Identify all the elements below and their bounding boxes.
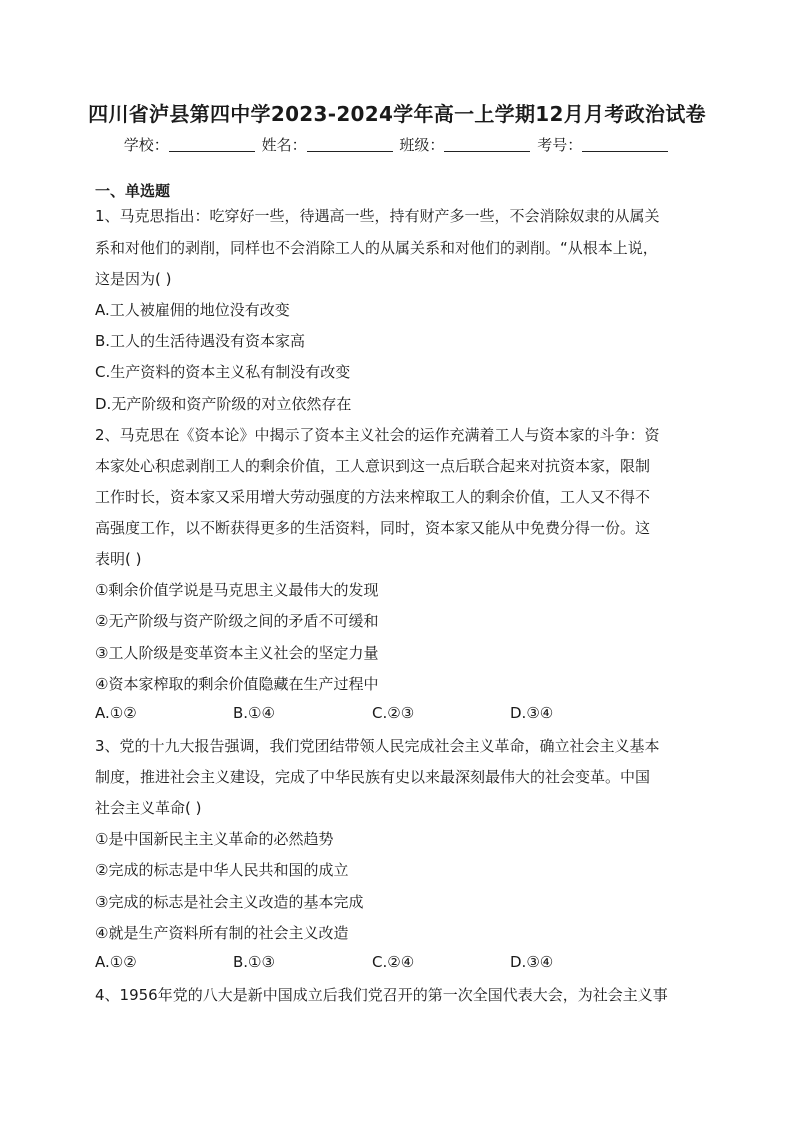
- q3-stem-line: 社会主义革命( ): [95, 799, 202, 817]
- q2-option-b: B.①④: [233, 704, 275, 722]
- exam-number-label: 考号：: [537, 136, 583, 154]
- class-blank[interactable]: [444, 137, 530, 152]
- q1-stem-line: 系和对他们的剥削，同样也不会消除工人的从属关系和对他们的剥削。“从根本上说，: [95, 239, 658, 257]
- school-blank[interactable]: [169, 137, 255, 152]
- q4-stem-line: 4、1956年党的八大是新中国成立后我们党召开的第一次全国代表大会，为社会主义事: [95, 986, 668, 1004]
- q2-statement-4: ④资本家榨取的剩余价值隐藏在生产过程中: [95, 675, 379, 693]
- q2-stem-line: 高强度工作，以不断获得更多的生活资料，同时，资本家又能从中免费分得一份。这: [95, 519, 651, 537]
- student-info-line: [0, 134, 794, 155]
- q3-statement-1: ①是中国新民主主义革命的必然趋势: [95, 830, 334, 848]
- q2-statement-3: ③工人阶级是变革资本主义社会的坚定力量: [95, 644, 379, 662]
- q2-stem-line: 表明( ): [95, 550, 142, 568]
- q3-statement-3: ③完成的标志是社会主义改造的基本完成: [95, 893, 364, 911]
- q3-option-a: A.①②: [95, 953, 137, 971]
- q2-option-a: A.①②: [95, 704, 137, 722]
- q3-option-b: B.①③: [233, 953, 275, 971]
- q3-stem-line: 3、党的十九大报告强调，我们党团结带领人民完成社会主义革命，确立社会主义基本: [95, 737, 660, 755]
- q3-option-c: C.②④: [372, 953, 415, 971]
- q3-option-d: D.③④: [510, 953, 554, 971]
- q2-option-d: D.③④: [510, 704, 554, 722]
- q1-option-a: A.工人被雇佣的地位没有改变: [95, 301, 290, 319]
- section-heading: 一、单选题: [95, 182, 171, 200]
- q3-stem-line: 制度，推进社会主义建设，完成了中华民族有史以来最深刻最伟大的社会变革。中国: [95, 768, 651, 786]
- q1-stem-line: 1、马克思指出：吃穿好一些，待遇高一些，持有财产多一些，不会消除奴隶的从属关: [95, 207, 660, 225]
- q2-option-c: C.②③: [372, 704, 415, 722]
- q1-stem-line: 这是因为( ): [95, 270, 172, 288]
- exam-number-blank[interactable]: [582, 137, 668, 152]
- q3-statement-4: ④就是生产资料所有制的社会主义改造: [95, 924, 349, 942]
- name-label: 姓名：: [261, 136, 307, 154]
- q2-statement-1: ①剩余价值学说是马克思主义最伟大的发现: [95, 581, 379, 599]
- exam-title: 四川省泸县第四中学2023-2024学年高一上学期12月月考政治试卷: [88, 102, 706, 126]
- q1-option-d: D.无产阶级和资产阶级的对立依然存在: [95, 395, 352, 413]
- school-label: 学校：: [123, 136, 169, 154]
- q2-stem-line: 本家处心积虑剥削工人的剩余价值，工人意识到这一点后联合起来对抗资本家，限制: [95, 457, 651, 475]
- q2-stem-line: 2、马克思在《资本论》中揭示了资本主义社会的运作充满着工人与资本家的斗争：资: [95, 426, 660, 444]
- q1-option-c: C.生产资料的资本主义私有制没有改变: [95, 363, 351, 381]
- q1-option-b: B.工人的生活待遇没有资本家高: [95, 332, 306, 350]
- name-blank[interactable]: [307, 137, 393, 152]
- class-label: 班级：: [399, 136, 445, 154]
- q3-statement-2: ②完成的标志是中华人民共和国的成立: [95, 861, 349, 879]
- q2-stem-line: 工作时长，资本家又采用增大劳动强度的方法来榨取工人的剩余价值，工人又不得不: [95, 488, 651, 506]
- q2-statement-2: ②无产阶级与资产阶级之间的矛盾不可缓和: [95, 612, 379, 630]
